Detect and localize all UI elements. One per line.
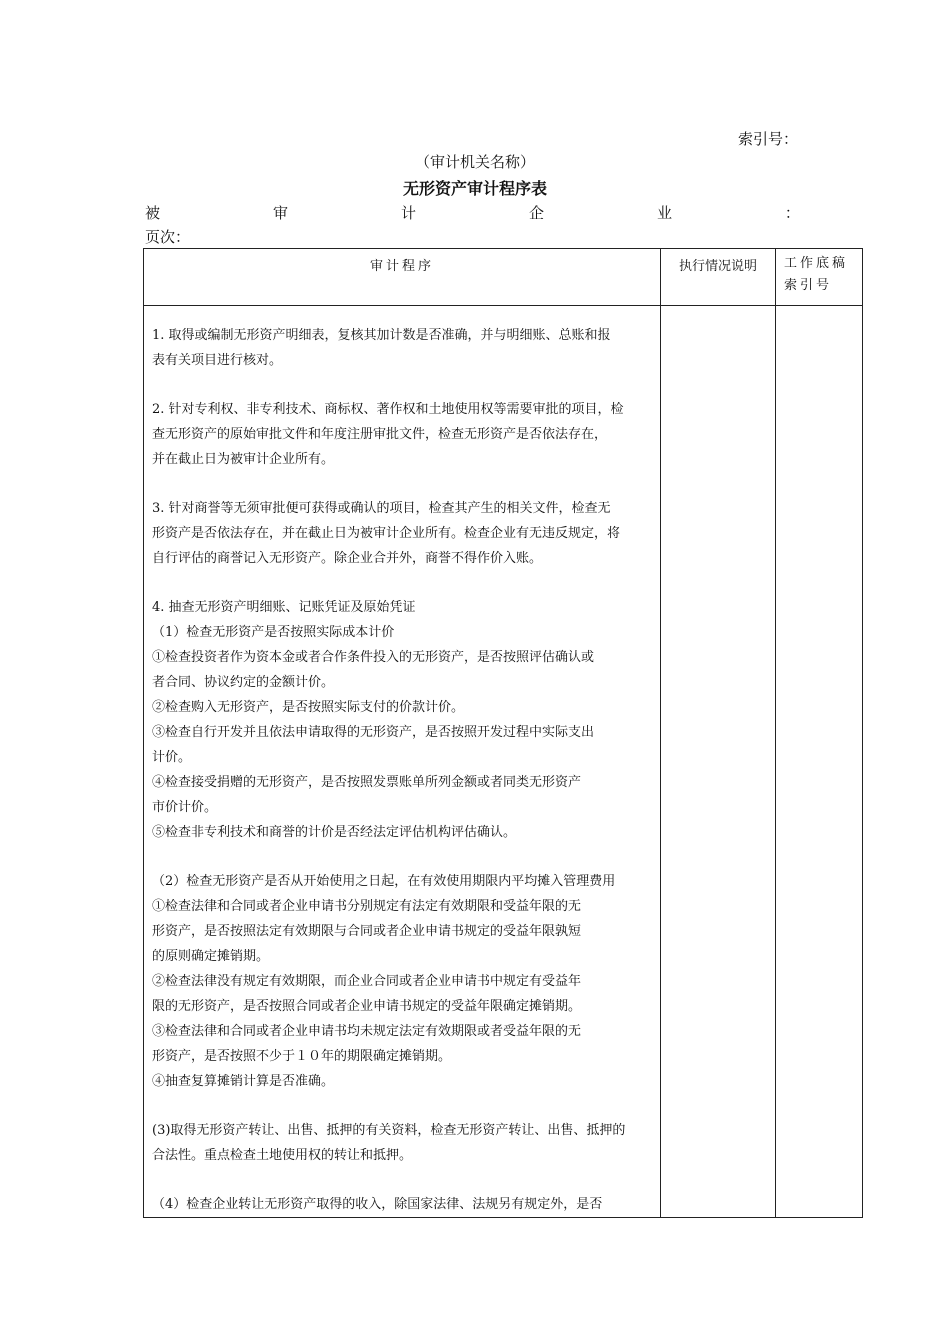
procedure-line: 1. 取得或编制无形资产明细表，复核其加计数是否准确，并与明细账、总账和报 — [152, 328, 611, 343]
procedure-line: 自行评估的商誉记入无形资产。除企业合并外，商誉不得作价入账。 — [152, 551, 543, 566]
paragraph-gap — [152, 472, 654, 496]
entity-char: 企 — [528, 204, 544, 222]
index-number-label: 索引号： — [738, 130, 799, 148]
procedure-text — [144, 306, 660, 1217]
audit-procedure-table — [143, 248, 863, 1218]
entity-char: 审 — [272, 204, 288, 222]
procedure-line: ①检查法律和合同或者企业申请书分别规定有法定有效期限和受益年限的无 — [152, 899, 582, 914]
procedure-line: （4）检查企业转让无形资产取得的收入，除国家法律、法规另有规定外，是否 — [152, 1197, 603, 1212]
entity-char: 被 — [145, 204, 161, 222]
procedure-line: (3)取得无形资产转让、出售、抵押的有关资料，检查无形资产转让、出售、抵押的 — [152, 1123, 626, 1138]
procedure-line: 形资产，是否按照法定有效期限与合同或者企业申请书规定的受益年限孰短 — [152, 924, 582, 939]
entity-char: 业 — [656, 204, 672, 222]
paragraph-gap — [152, 1168, 654, 1192]
procedure-line: ②检查购入无形资产，是否按照实际支付的价款计价。 — [152, 700, 465, 715]
execution-notes-cell[interactable] — [661, 306, 776, 1218]
procedure-line: ③检查自行开发并且依法申请取得的无形资产，是否按照开发过程中实际支出 — [152, 725, 595, 740]
procedure-line: ④检查接受捐赠的无形资产，是否按照发票账单所列金额或者同类无形资产 — [152, 775, 582, 790]
procedure-line: 2. 针对专利权、非专利技术、商标权、著作权和土地使用权等需要审批的项目，检 — [152, 402, 624, 417]
paragraph-gap — [152, 571, 654, 595]
procedure-line: 的原则确定摊销期。 — [152, 949, 270, 964]
agency-name: （审计机关名称） — [414, 153, 535, 171]
procedure-line: （2）检查无形资产是否从开始使用之日起，在有效使用期限内平均摊入管理费用 — [152, 874, 616, 889]
workpaper-index-cell[interactable] — [776, 306, 863, 1218]
procedure-line: ①检查投资者作为资本金或者合作条件投入的无形资产，是否按照评估确认或 — [152, 650, 595, 665]
entity-char: ： — [784, 204, 800, 222]
header-workpaper-index: 工作底稿索引号 — [776, 249, 863, 306]
page-count-label: 页次： — [145, 228, 191, 246]
procedure-line: ③检查法律和合同或者企业申请书均未规定法定有效期限或者受益年限的无 — [152, 1024, 582, 1039]
header-execution-notes: 执行情况说明 — [661, 249, 776, 306]
procedure-line: 市价计价。 — [152, 800, 218, 815]
procedure-line: 形资产，是否按照不少于１０年的期限确定摊销期。 — [152, 1049, 452, 1064]
procedure-line: 限的无形资产，是否按照合同或者企业申请书规定的受益年限确定摊销期。 — [152, 999, 582, 1014]
procedure-line: ②检查法律没有规定有效期限，而企业合同或者企业申请书中规定有受益年 — [152, 974, 582, 989]
paragraph-gap — [152, 845, 654, 869]
paragraph-gap — [152, 1094, 654, 1118]
procedure-line: 合法性。重点检查土地使用权的转让和抵押。 — [152, 1148, 413, 1163]
header-audit-procedure: 审计程序 — [144, 249, 661, 306]
procedure-line: ⑤检查非专利技术和商誉的计价是否经法定评估机构评估确认。 — [152, 825, 517, 840]
procedure-line: 4. 抽查无形资产明细账、记账凭证及原始凭证 — [152, 600, 416, 615]
procedure-line: 3. 针对商誉等无须审批便可获得或确认的项目，检查其产生的相关文件，检查无 — [152, 501, 611, 516]
procedure-cell — [144, 306, 661, 1218]
audited-entity-line — [145, 202, 800, 223]
table-header-row — [144, 249, 863, 306]
procedure-line: 计价。 — [152, 750, 192, 765]
procedure-line: 并在截止日为被审计企业所有。 — [152, 452, 335, 467]
procedure-line: 表有关项目进行核对。 — [152, 353, 283, 368]
entity-char: 计 — [400, 204, 416, 222]
procedure-line: （1）检查无形资产是否按照实际成本计价 — [152, 625, 395, 640]
procedure-line: 者合同、协议约定的金额计价。 — [152, 675, 335, 690]
procedure-line: 形资产是否依法存在，并在截止日为被审计企业所有。检查企业有无违反规定，将 — [152, 526, 621, 541]
page-title: 无形资产审计程序表 — [402, 179, 547, 198]
table-body-row — [144, 306, 863, 1218]
paragraph-gap — [152, 373, 654, 397]
procedure-line: 查无形资产的原始审批文件和年度注册审批文件，检查无形资产是否依法存在， — [152, 427, 608, 442]
procedure-line: ④抽查复算摊销计算是否准确。 — [152, 1074, 335, 1089]
